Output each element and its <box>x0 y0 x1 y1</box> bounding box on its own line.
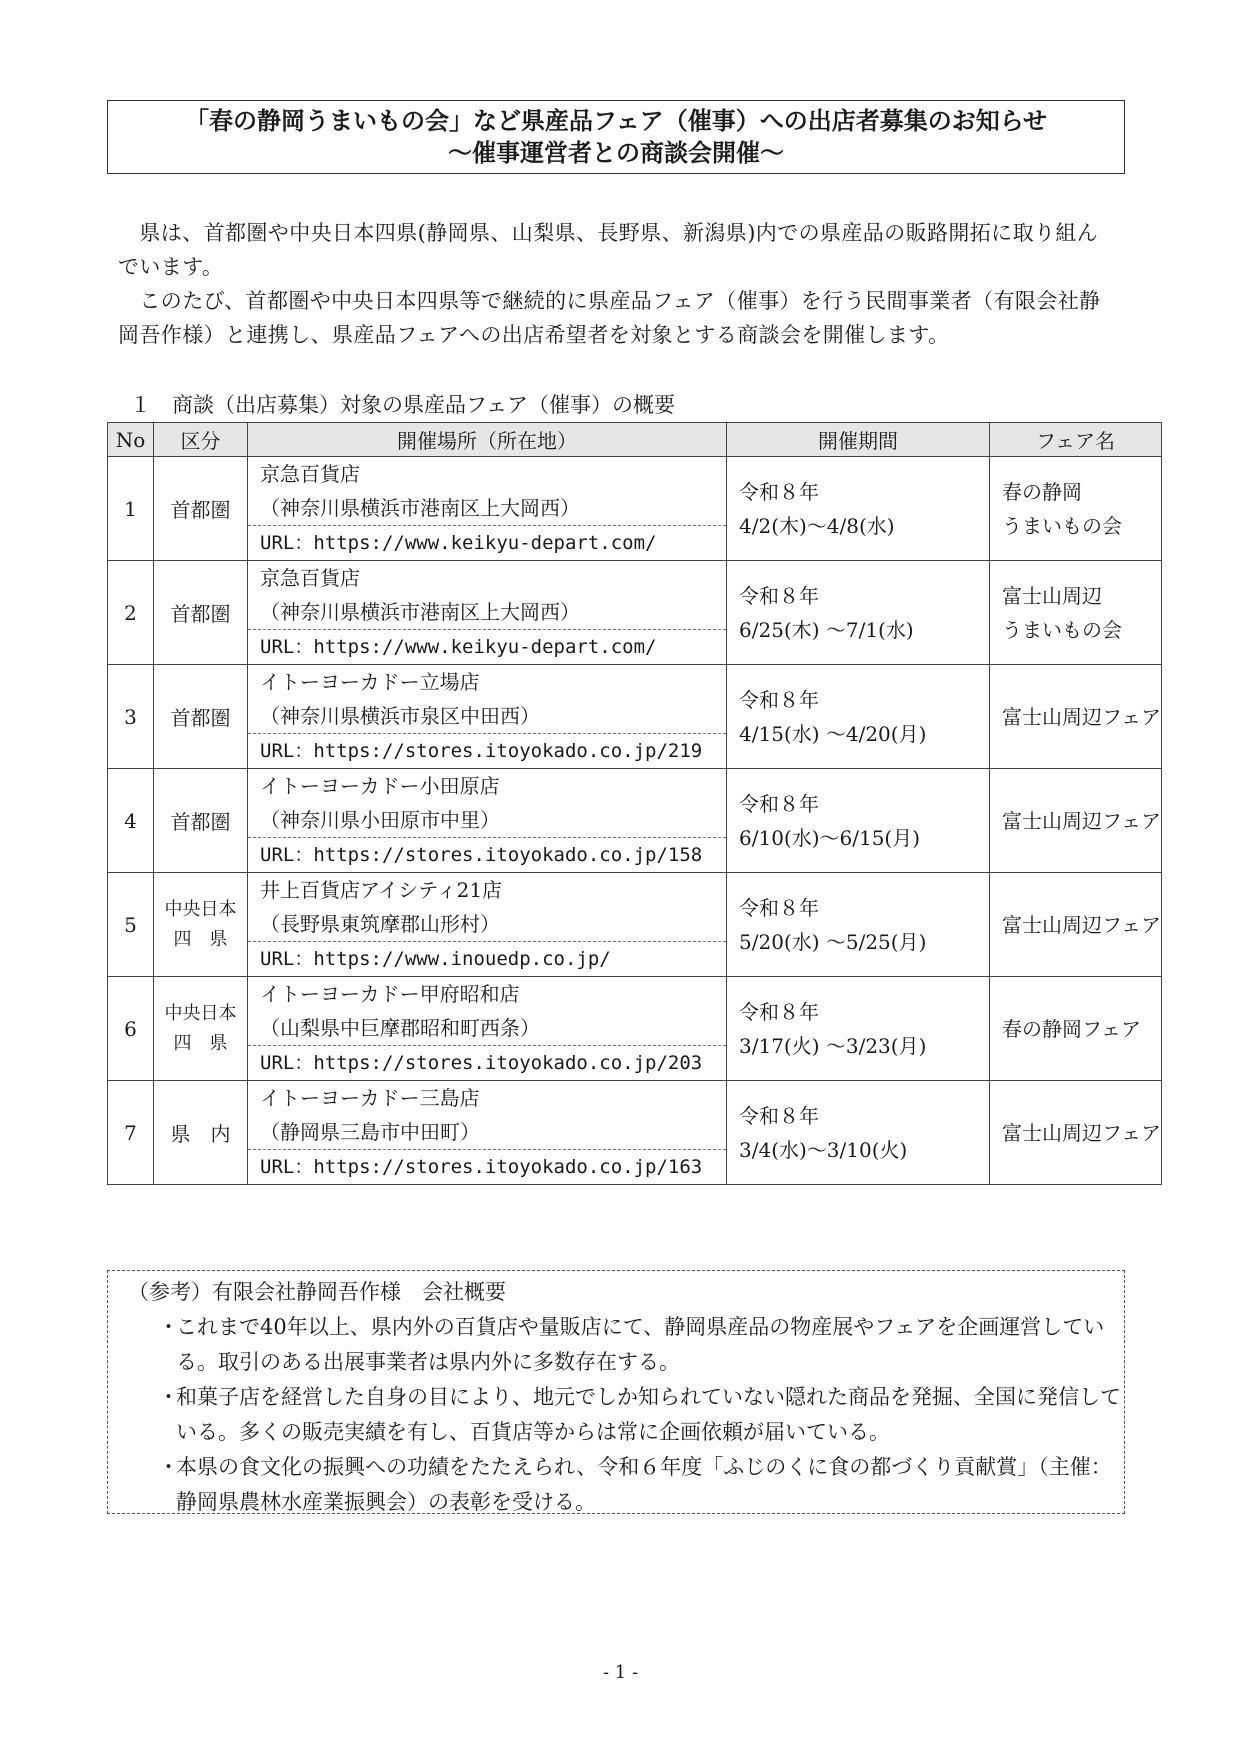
row-venue <box>248 665 727 769</box>
row-dates: 3/4(水)～3/10(火) <box>739 1137 908 1162</box>
row-dates: 6/10(水)～6/15(月) <box>739 825 921 850</box>
row-year: 令和８年 <box>739 999 819 1024</box>
document-title: 「春の静岡うまいもの会」など県産品フェア（催事）への出店者募集のお知らせ <box>184 107 1048 135</box>
row-fair-line2: うまいもの会 <box>1002 617 1122 642</box>
reference-item-text: 和菓子店を経営した自身の目により、地元でしか知られていない隠れた商品を発掘、全国に発信している。多くの販売実績を有し、百貨店等からは常に企画依頼が届いている。 <box>176 1385 1121 1444</box>
row-store-name: 井上百貨店アイシティ21店 <box>260 878 503 902</box>
row-dates: 5/20(水) ～5/25(月) <box>739 929 927 954</box>
bullet-mark: ・ <box>158 1455 179 1479</box>
header-region: 区分 <box>154 423 248 457</box>
row-dates: 6/25(木) ～7/1(水) <box>739 617 914 642</box>
row-fair-line1: 春の静岡フェア <box>1002 1016 1141 1041</box>
row-region-line1: 首都圏 <box>170 498 231 522</box>
row-region <box>154 665 248 769</box>
row-venue <box>248 457 727 561</box>
row-fair-line1: 富士山周辺フェア <box>1002 704 1161 729</box>
header-no: No <box>108 423 154 457</box>
reference-item <box>128 1450 1124 1520</box>
table-row <box>108 561 1162 665</box>
table-row <box>108 457 1162 561</box>
row-venue <box>248 769 727 873</box>
row-store-name: 京急百貨店 <box>260 566 360 590</box>
row-venue <box>248 1081 727 1185</box>
row-fair-name <box>990 561 1162 665</box>
header-venue: 開催場所（所在地） <box>248 423 727 457</box>
row-period <box>727 457 990 561</box>
row-store-name: イトーヨーカドー立場店 <box>260 670 480 694</box>
row-store-name: イトーヨーカドー小田原店 <box>260 774 500 798</box>
row-year: 令和８年 <box>739 791 819 816</box>
row-address: （山梨県中巨摩郡昭和町西条） <box>260 1016 540 1040</box>
row-fair-line1: 春の静岡 <box>1002 479 1082 504</box>
row-dates: 3/17(火) ～3/23(月) <box>739 1033 927 1058</box>
row-address: （静岡県三島市中田町） <box>260 1120 480 1144</box>
row-fair-line1: 富士山周辺フェア <box>1002 808 1161 833</box>
row-year: 令和８年 <box>739 1103 819 1128</box>
row-number: 1 <box>108 457 154 561</box>
row-venue <box>248 561 727 665</box>
row-url-link[interactable]: URL：https://stores.itoyokado.co.jp/203 <box>248 1045 726 1080</box>
row-fair-name <box>990 665 1162 769</box>
table-row <box>108 665 1162 769</box>
bullet-mark: ・ <box>158 1315 179 1339</box>
reference-box <box>107 1270 1125 1514</box>
table-header-row <box>108 423 1162 457</box>
row-address: （神奈川県横浜市港南区上大岡西） <box>260 600 580 624</box>
row-fair-name <box>990 977 1162 1081</box>
header-fair: フェア名 <box>990 423 1162 457</box>
row-fair-name <box>990 769 1162 873</box>
section-1-heading: １ 商談（出店募集）対象の県産品フェア（催事）の概要 <box>130 393 675 417</box>
row-fair-name <box>990 873 1162 977</box>
reference-item-text: 本県の食文化の振興への功績をたたえられ、令和６年度「ふじのくに食の都づくり貢献賞」（主催：静岡県農林水産業振興会）の表彰を受ける。 <box>176 1455 1112 1514</box>
reference-title: （参考）有限会社静岡吾作様 会社概要 <box>128 1280 506 1304</box>
row-period <box>727 873 990 977</box>
row-dates: 4/2(木)～4/8(水) <box>739 513 895 538</box>
intro-text <box>118 216 1118 352</box>
row-year: 令和８年 <box>739 479 819 504</box>
row-region-line1: 首都圏 <box>170 602 231 626</box>
row-period <box>727 561 990 665</box>
page-number: - 1 - <box>602 1662 639 1683</box>
table-row <box>108 1081 1162 1185</box>
row-venue <box>248 977 727 1081</box>
table-row <box>108 977 1162 1081</box>
row-year: 令和８年 <box>739 583 819 608</box>
row-fair-name <box>990 1081 1162 1185</box>
row-region-line1: 首都圏 <box>170 706 231 730</box>
row-fair-line1: 富士山周辺フェア <box>1002 1120 1161 1145</box>
row-region-line1: 県 内 <box>170 1122 231 1146</box>
row-fair-line1: 富士山周辺フェア <box>1002 912 1161 937</box>
row-number: 2 <box>108 561 154 665</box>
row-period <box>727 769 990 873</box>
row-year: 令和８年 <box>739 687 819 712</box>
row-address: （神奈川県小田原市中里） <box>260 808 500 832</box>
reference-item-text: これまで40年以上、県内外の百貨店や量販店にて、静岡県産品の物産展やフェアを企画運営している。取引のある出展事業者は県内外に多数存在する。 <box>176 1315 1105 1374</box>
row-url-link[interactable]: URL：https://www.inouedp.co.jp/ <box>248 941 726 976</box>
reference-item <box>128 1380 1124 1450</box>
bullet-mark: ・ <box>158 1385 179 1409</box>
row-number: 6 <box>108 977 154 1081</box>
row-region-line1: 首都圏 <box>170 810 231 834</box>
table-row <box>108 769 1162 873</box>
row-number: 4 <box>108 769 154 873</box>
row-period <box>727 977 990 1081</box>
row-store-name: イトーヨーカドー甲府昭和店 <box>260 982 520 1006</box>
row-address: （神奈川県横浜市泉区中田西） <box>260 704 540 728</box>
reference-item <box>128 1310 1124 1380</box>
row-region <box>154 561 248 665</box>
table-body <box>108 457 1162 1185</box>
row-number: 3 <box>108 665 154 769</box>
row-period <box>727 665 990 769</box>
row-region <box>154 873 248 977</box>
row-period <box>727 1081 990 1185</box>
row-region <box>154 457 248 561</box>
intro-paragraph-2: このたび、首都圏や中央日本四県等で継続的に県産品フェア（催事）を行う民間事業者（有限会社静岡吾作様）と連携し、県産品フェアへの出店希望者を対象とする商談会を開催します。 <box>118 289 1101 347</box>
row-address: （神奈川県横浜市港南区上大岡西） <box>260 496 580 520</box>
row-store-name: イトーヨーカドー三島店 <box>260 1086 480 1110</box>
reference-list <box>128 1310 1124 1520</box>
row-url-link[interactable]: URL：https://stores.itoyokado.co.jp/219 <box>248 733 726 768</box>
row-number: 5 <box>108 873 154 977</box>
row-venue <box>248 873 727 977</box>
document-title-box <box>107 100 1125 174</box>
row-url-link[interactable]: URL：https://stores.itoyokado.co.jp/158 <box>248 837 726 872</box>
row-url-link[interactable]: URL：https://www.keikyu-depart.com/ <box>248 525 726 560</box>
row-year: 令和８年 <box>739 895 819 920</box>
row-store-name: 京急百貨店 <box>260 462 360 486</box>
document-subtitle: ～催事運営者との商談会開催～ <box>448 139 784 167</box>
row-region <box>154 769 248 873</box>
row-region-line2: 四 県 <box>173 1032 228 1054</box>
row-region <box>154 1081 248 1185</box>
intro-paragraph-1: 県は、首都圏や中央日本四県(静岡県、山梨県、長野県、新潟県)内での県産品の販路開拓に取り組んでいます。 <box>118 221 1099 279</box>
header-period: 開催期間 <box>727 423 990 457</box>
row-region-line1: 中央日本 <box>164 1002 237 1024</box>
fair-table <box>107 422 1162 1185</box>
row-url-link[interactable]: URL：https://stores.itoyokado.co.jp/163 <box>248 1149 726 1184</box>
row-region-line1: 中央日本 <box>164 898 237 920</box>
row-dates: 4/15(水) ～4/20(月) <box>739 721 927 746</box>
row-region <box>154 977 248 1081</box>
row-number: 7 <box>108 1081 154 1185</box>
row-fair-line2: うまいもの会 <box>1002 513 1122 538</box>
row-address: （長野県東筑摩郡山形村） <box>260 912 500 936</box>
row-fair-line1: 富士山周辺 <box>1002 583 1102 608</box>
table-row <box>108 873 1162 977</box>
row-fair-name <box>990 457 1162 561</box>
row-region-line2: 四 県 <box>173 928 228 950</box>
row-url-link[interactable]: URL：https://www.keikyu-depart.com/ <box>248 629 726 664</box>
